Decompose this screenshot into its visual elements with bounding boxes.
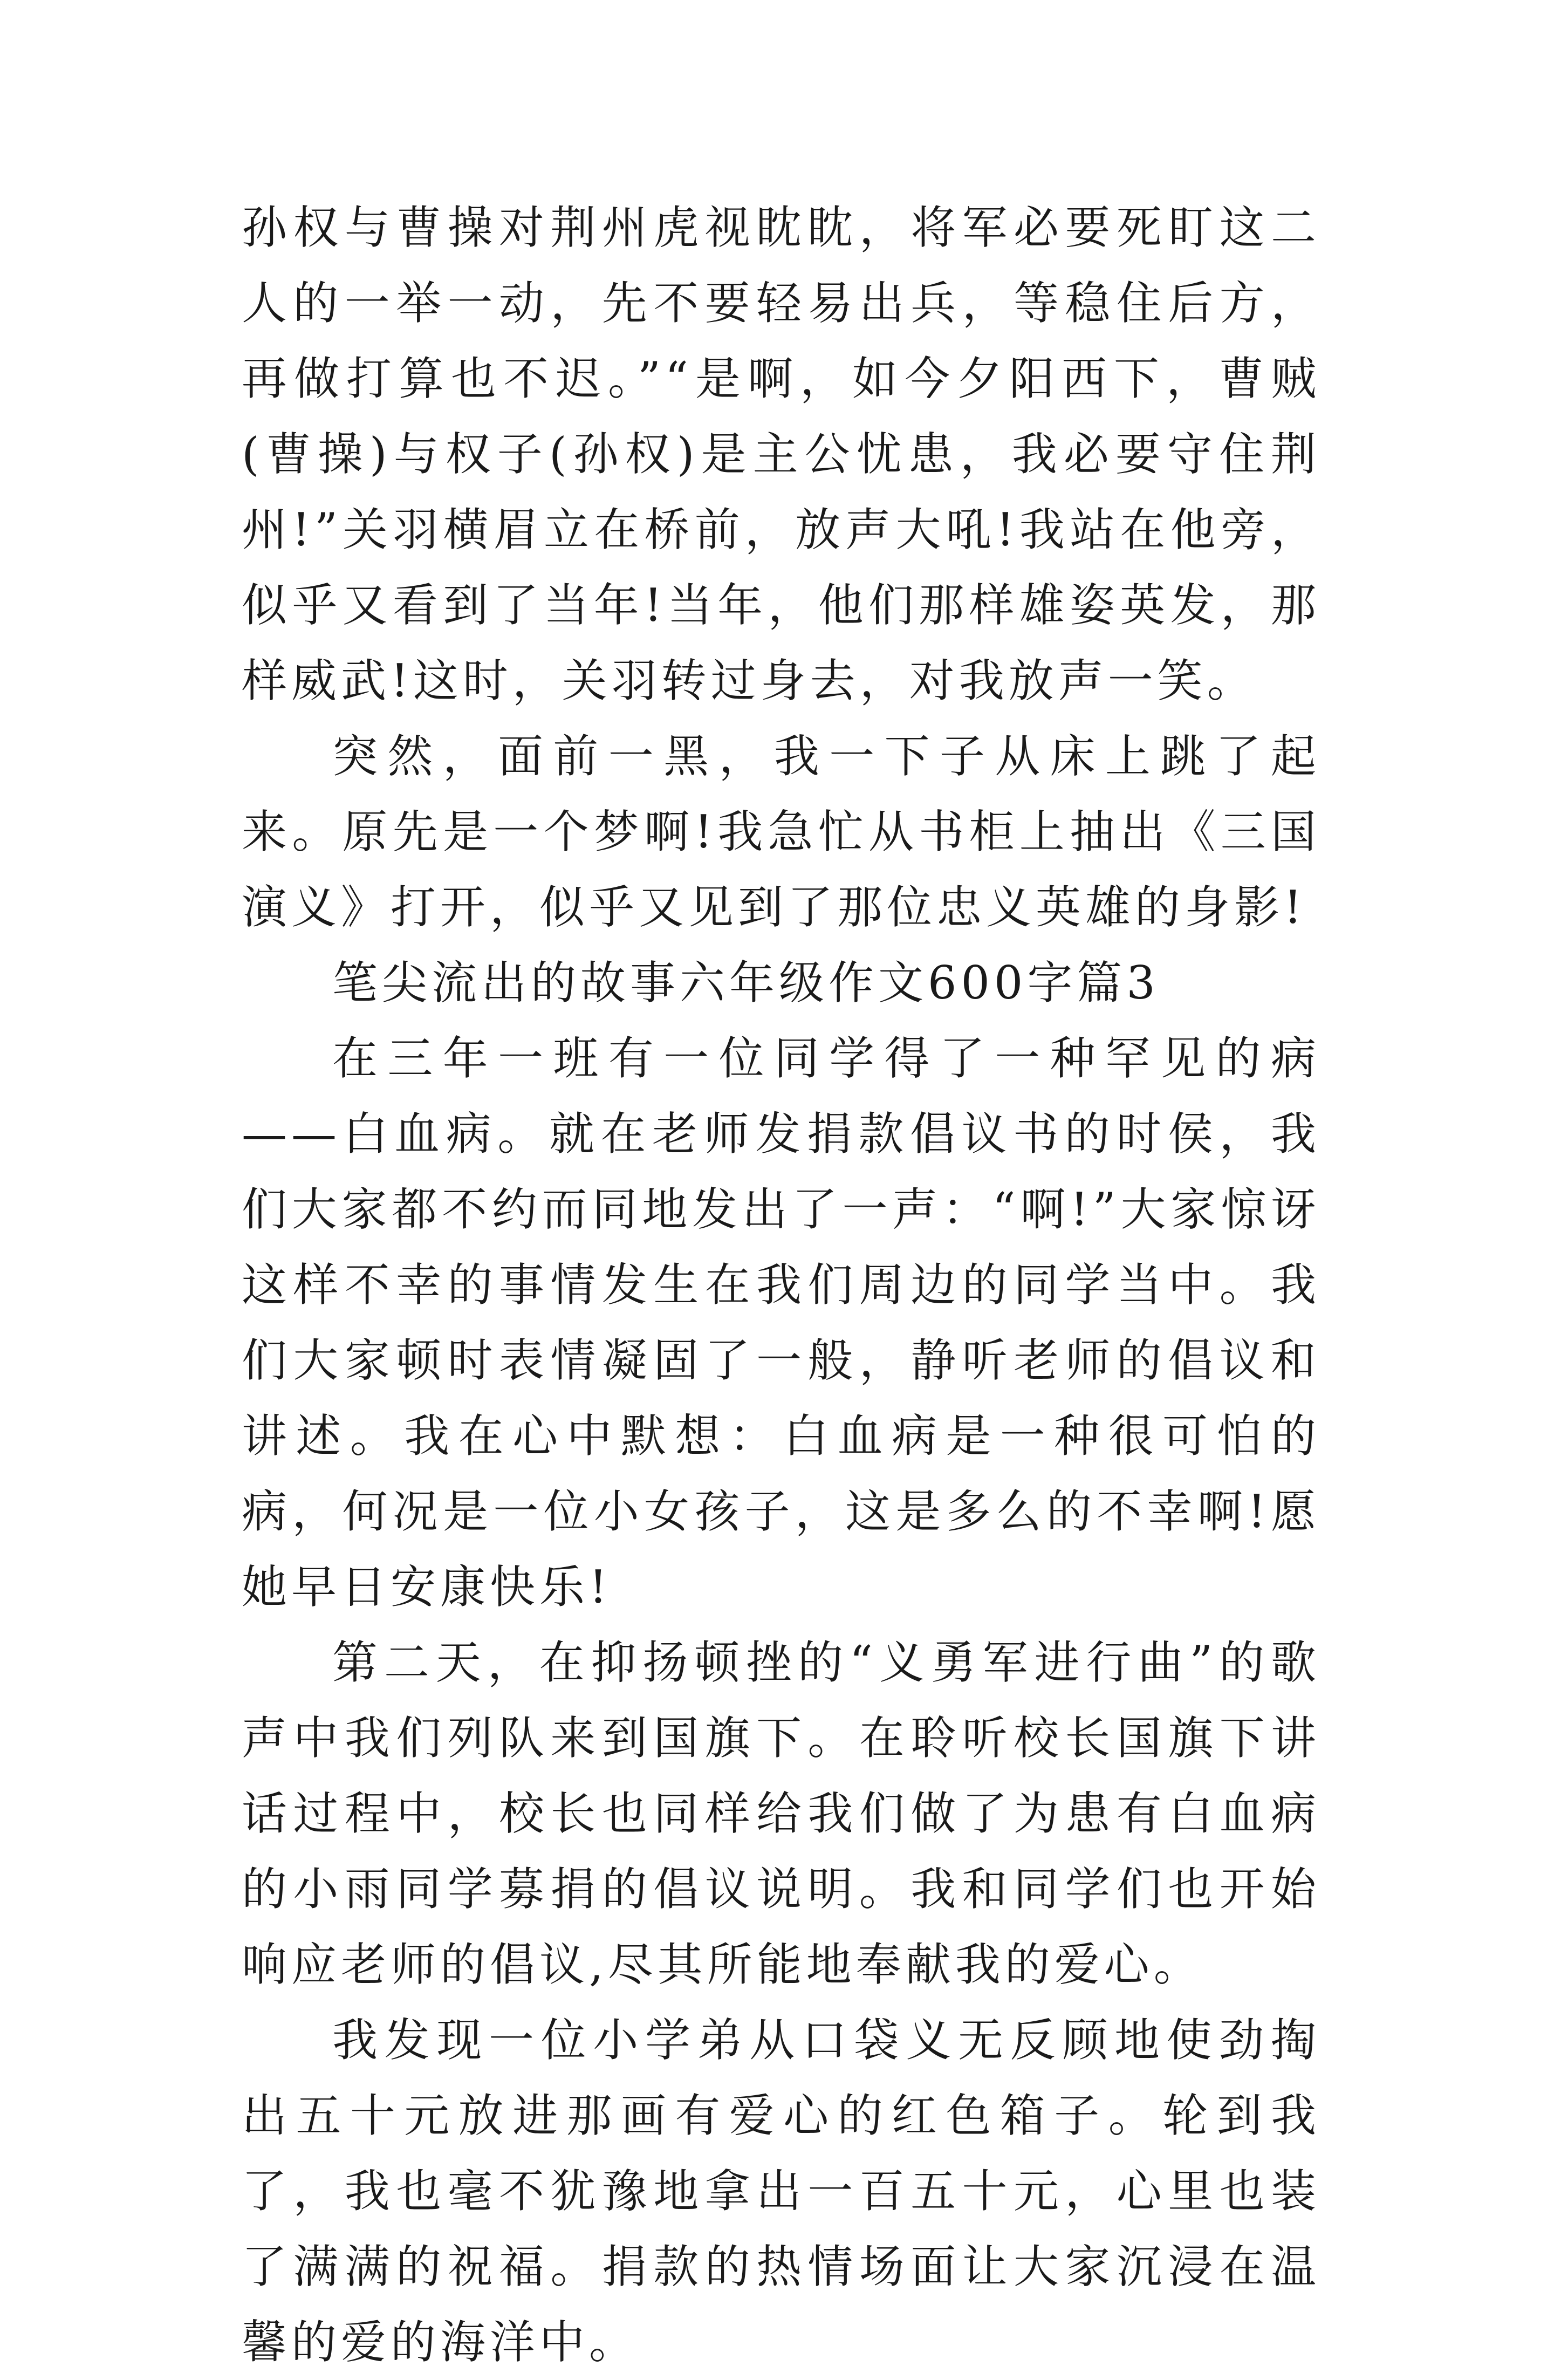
document-body bbox=[242, 190, 1320, 2380]
paragraph: 突然，面前一黑，我一下子从床上跳了起来。原先是一个梦啊!我急忙从书柜上抽出《三国演义》打开，似乎又见到了那位忠义英雄的身影! bbox=[242, 730, 1320, 934]
section-heading: 笔尖流出的故事六年级作文600字篇3 bbox=[332, 956, 1160, 1009]
paragraph: 第二天，在抑扬顿挫的“义勇军进行曲”的歌声中我们列队来到国旗下。在聆听校长国旗下讲话过程中，校长也同样给我们做了为患有白血病的小雨同学募捐的倡议说明。我和同学们也开始响应老师的倡议,尽其所能地奉献我的爱心。 bbox=[242, 1636, 1320, 1991]
paragraph: 在三年一班有一位同学得了一种罕见的病——白血病。就在老师发捐款倡议书的时侯，我们大家都不约而同地发出了一声：“啊!”大家惊讶这样不幸的事情发生在我们周边的同学当中。我们大家顿时表情凝固了一般，静听老师的倡议和讲述。我在心中默想：白血病是一种很可怕的病，何况是一位小女孩子，这是多么的不幸啊!愿她早日安康快乐! bbox=[242, 1032, 1320, 1613]
paragraph: 我发现一位小学弟从口袋义无反顾地使劲掏出五十元放进那画有爱心的红色箱子。轮到我了，我也毫不犹豫地拿出一百五十元，心里也装了满满的祝福。捐款的热情场面让大家沉浸在温馨的爱的海洋中。 bbox=[242, 2014, 1320, 2369]
paragraph-continuation: 孙权与曹操对荆州虎视眈眈，将军必要死盯这二人的一举一动，先不要轻易出兵，等稳住后方，再做打算也不迟。”“是啊，如今夕阳西下，曹贼(曹操)与权子(孙权)是主公忧患，我必要守住荆州!”关羽横眉立在桥前，放声大吼!我站在他旁，似乎又看到了当年!当年，他们那样雄姿英发，那样威武!这时，关羽转过身去，对我放声一笑。 bbox=[242, 201, 1320, 707]
